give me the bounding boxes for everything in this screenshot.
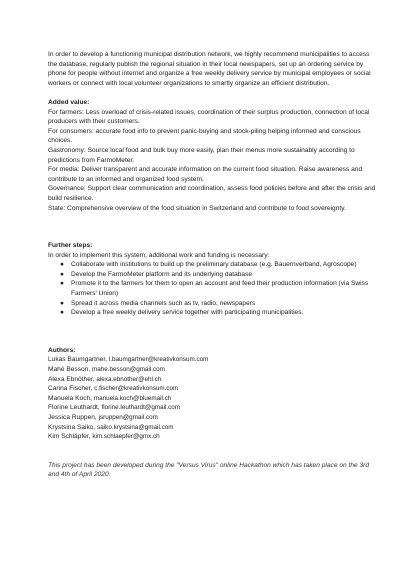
- author-name: Florine Leuthardt,: [48, 404, 100, 412]
- list-item-text: Develop the FarmoMeter platform and its underlying database: [71, 270, 253, 278]
- added-value-item-media: For media: Deliver transparent and accurate information on the current food situation. Raise awareness and contribute to an informed and organized food system.: [48, 166, 363, 183]
- list-item-text: Collaborate with institutions to build up the preliminary database (e.g. Bauernverband, Agroscope): [71, 261, 357, 269]
- author-email: mahe.besson@gmail.com: [92, 366, 165, 374]
- author-entry: [48, 423, 378, 433]
- author-name: Carina Fischer,: [48, 385, 93, 393]
- author-name: Jessica Ruppen,: [48, 414, 97, 421]
- document-page: [48, 50, 378, 480]
- further-steps-list: [48, 260, 378, 318]
- authors-title: Authors:: [48, 346, 76, 354]
- bullet-icon: ●: [60, 270, 64, 278]
- list-item-text: Spread it across media channels such as tv, radio, newspapers: [71, 299, 256, 307]
- author-name: Krystsina Saiko,: [48, 423, 96, 431]
- added-value-item-state: State: Comprehensive overview of the food situation in Switzerland and contribute to food sovereignty.: [48, 204, 346, 212]
- bullet-icon: ●: [60, 299, 64, 307]
- footer-note: This project has been developed during the "Versus Virus" online Hackathon which has taken place on the 3rd and 4th of April 2020.: [48, 461, 370, 479]
- author-name: Lukas Baumgartner,: [48, 356, 108, 364]
- list-item-text: Promote it to the farmers for them to open an account and feed their production information (via Swiss Farmers' Union): [71, 280, 369, 298]
- added-value-item-governance: Governance: Support clear communication and coordination, assess food policies before and after the crisis and build resilience.: [48, 185, 376, 202]
- author-entry: [48, 413, 378, 423]
- list-item: [48, 299, 378, 309]
- added-value-item-gastronomy: Gastronomy: Source local food and bulk buy more easily, plan their menus more sustainably according to predictions from FarmoMeter.: [48, 146, 355, 164]
- intro-paragraph: In order to develop a functioning municipal distribution network, we highly recommend municipalities to access the database, regularly publish the regional situation in their local newspapers, set up an ordering service by phone for people without internet and organize a free weekly delivery service by municipal employees or social workers or connect with local volunteer organizations to smartly organize an efficient distribution.: [48, 51, 371, 87]
- bullet-icon: ●: [60, 261, 64, 269]
- author-email: c.fischer@kreativkonsum.com: [94, 385, 179, 393]
- author-entry: [48, 384, 378, 394]
- list-item: [48, 260, 378, 270]
- added-value-item-consumers: For consumers: accurate food info to prevent panic-buying and stock-piling helping informed and conscious choices.: [48, 127, 361, 145]
- added-value-item-farmers: For farmers: Less overload of crisis-related issues, coordination of their surplus production, connection of local producers with their customers.: [48, 108, 370, 126]
- list-item: [48, 308, 378, 318]
- list-item-text: Develop a free weekly delivery service together with participating municipalities.: [71, 309, 304, 317]
- further-steps-intro: In order to implement this system, additional work and funding is necessary:: [48, 251, 270, 259]
- author-email: jsruppen@gmail.com: [98, 414, 158, 421]
- author-email: saiko.krystsina@gmail.com: [97, 423, 174, 431]
- author-email: alexa.ebnother@ehl.ch: [96, 375, 162, 383]
- further-steps-title: Further steps:: [48, 242, 93, 250]
- further-steps-section: [48, 241, 378, 318]
- added-value-title: Added value:: [48, 98, 90, 106]
- author-entry: [48, 365, 378, 375]
- author-name: Manuela Koch,: [48, 394, 92, 402]
- author-email: florine.leuthardt@gmail.com: [101, 404, 181, 412]
- author-email: l.baumgartner@kreativkonsum.com: [108, 356, 209, 364]
- added-value-section: [48, 98, 378, 213]
- author-email: kim.schlaepfer@gmx.ch: [92, 433, 160, 441]
- author-name: Alexa Ebnöther,: [48, 375, 95, 383]
- author-entry: [48, 432, 378, 442]
- author-entry: [48, 403, 378, 413]
- author-entry: [48, 394, 378, 404]
- author-entry: [48, 355, 378, 365]
- author-name: Kim Schläpfer,: [48, 433, 91, 441]
- authors-section: [48, 346, 378, 442]
- author-name: Mahé Besson,: [48, 366, 91, 374]
- list-item: [48, 270, 378, 280]
- author-entry: [48, 375, 378, 385]
- bullet-icon: ●: [60, 309, 64, 317]
- list-item: [48, 279, 378, 298]
- author-email: manuela.koch@bluemail.ch: [93, 394, 172, 402]
- bullet-icon: ●: [60, 280, 64, 288]
